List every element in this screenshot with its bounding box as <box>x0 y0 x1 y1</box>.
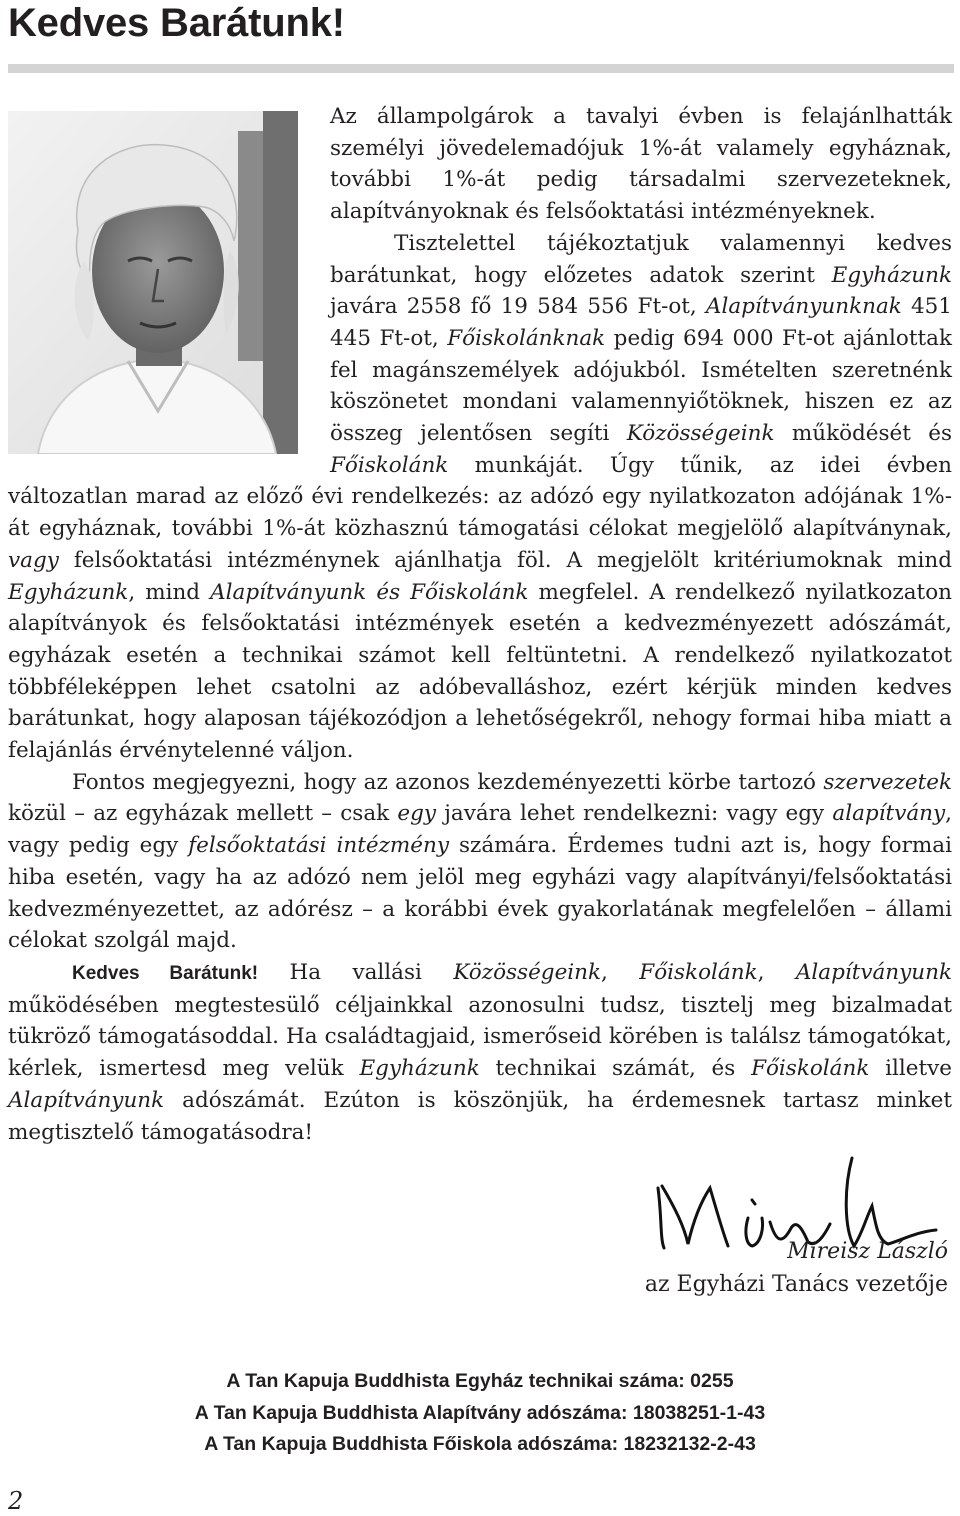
p3-segment: Fontos megjegyezni, hogy az azonos kezdeményezetti körbe tartozó <box>72 769 824 795</box>
p4-segment: technikai számát, és <box>479 1056 752 1082</box>
p4-segment: Főiskolánk <box>751 1056 870 1082</box>
p2-segment: vagy <box>8 547 59 573</box>
p2-segment: javára 2558 fő 19 584 556 Ft-ot, <box>330 294 706 320</box>
signatory-role: az Egyházi Tanács vezetője <box>644 1272 948 1297</box>
photo-spacer <box>8 101 330 466</box>
p2-segment: Alapítványunk és Főiskolánk <box>210 579 529 605</box>
p2-segment: Alapítványunknak <box>705 294 902 320</box>
p3-segment: egy <box>397 801 437 827</box>
p3-segment: közül – az egyházak mellett – csak <box>8 801 398 827</box>
p2-segment: pedig 694 000 Ft-ot ajánlottak fel magánszemélyek adójukból. Ismételten szeretnénk köszönetet mondani valamennyiőtöknek, hiszen ez az összeg jelentősen segíti <box>330 325 952 447</box>
p4-segment: , <box>757 959 796 985</box>
p4-segment: Közösségeink <box>453 959 602 985</box>
closing-greeting: Kedves Barátunk! <box>72 962 259 984</box>
tax-info-line-foundation: A Tan Kapuja Buddhista Alapítvány adószáma: 18038251-1-43 <box>194 1401 766 1424</box>
article-paragraph-4 <box>8 957 952 1148</box>
p3-segment: , vagy pedig egy <box>8 801 952 859</box>
page-number: 2 <box>8 1487 24 1515</box>
p2-segment: , mind <box>128 579 211 605</box>
p2-segment: megfelel. A rendelkező nyilatkozaton alapítványok és felsőoktatási intézmények esetén a kedvezményezett adószámát, egyházak esetén a technikai számot kell feltüntetni. A rendelkező nyilatkozatot többféleképpen lehet csatolni az adóbevalláshoz, ezért kérjük minden kedves barátunkat, hogy alaposan tájékozódjon a lehetőségekről, nehogy formai hiba miatt a felajánlás érvénytelenné váljon. <box>8 579 952 764</box>
p4-segment: Alapítványunk <box>8 1087 165 1113</box>
p4-segment: Alapítványunk <box>795 959 953 985</box>
signatory-name: Mireisz László <box>787 1239 948 1264</box>
article-paragraph-3 <box>8 767 952 957</box>
p4-segment: működésében megtestesülő céljainkkal azonosulni tudsz, tisztelj meg bizalmadat tükröző támogatásoddal. Ha családtagjaid, ismerőseid körében is találsz támogatókat, kérlek, ismertesd meg velük <box>8 992 952 1082</box>
p3-segment: számára. Érdemes tudni azt is, hogy formai hiba esetén, vagy ha az adózó nem jelöl meg egyházi vagy alapítványi/felsőoktatási kedvezményezettet, az adórész – a korábbi évek gyakorlatának megfelelően – állami célokat szolgál majd. <box>8 833 952 954</box>
p4-segment: Főiskolánk <box>639 959 758 985</box>
tax-info-block <box>0 1366 960 1461</box>
p2-segment: Főiskolánk <box>330 452 449 478</box>
p3-segment: felsőoktatási intézmény <box>188 833 450 859</box>
p2-segment: felsőoktatási intézménynek ajánlhatja föl. A megjelölt kritériumoknak mind <box>58 547 952 573</box>
p1-segment: Az állampolgárok a tavalyi évben is felajánlhatták személyi jövedelemadójuk 1%-át valamely egyháznak, további 1%-át pedig társadalmi szervezeteknek, alapítványoknak és felsőoktatási intézményeknek. <box>330 104 952 225</box>
article-body <box>8 101 952 1148</box>
p2-segment: Tisztelettel tájékoztatjuk valamennyi kedves barátunkat, hogy előzetes adatok szerint <box>330 230 952 288</box>
p2-segment: Közösségeink <box>626 421 775 447</box>
p4-segment: Egyházunk <box>359 1056 480 1082</box>
p2-segment: működését és <box>774 421 953 447</box>
p4-segment: , <box>601 959 640 985</box>
tax-info-line-college: A Tan Kapuja Buddhista Főiskola adószáma: 18232132-2-43 <box>204 1433 756 1455</box>
p4-segment: illetve <box>869 1056 952 1082</box>
p2-segment: Főiskolánknak <box>447 325 606 351</box>
p3-segment: alapítvány <box>832 801 946 827</box>
p2-segment: Egyházunk <box>831 262 952 288</box>
p2-segment: 451 445 Ft-ot, <box>330 294 952 351</box>
p3-segment: javára lehet rendelkezni: vagy egy <box>436 801 833 827</box>
p2-segment: Egyházunk <box>8 579 129 605</box>
p2-segment: munkáját. Úgy tűnik, az idei évben változatlan marad az előző évi rendelkezés: az adózó egy nyilatkozaton adójának 1%-át egyháznak, további 1%-át közhasznú támogatási célokat megjelölő alapítványnak, <box>8 452 952 542</box>
tax-info-line-church: A Tan Kapuja Buddhista Egyház technikai száma: 0255 <box>226 1370 734 1392</box>
page-title: Kedves Barátunk! <box>8 1 345 45</box>
p4-segment: adószámát. Ezúton is köszönjük, ha érdemesnek tartasz minket megtisztelő támogatásodra! <box>8 1087 952 1145</box>
p3-segment: szervezetek <box>823 769 952 795</box>
p4-segment: Ha vallási <box>258 959 454 985</box>
title-divider <box>8 64 954 73</box>
